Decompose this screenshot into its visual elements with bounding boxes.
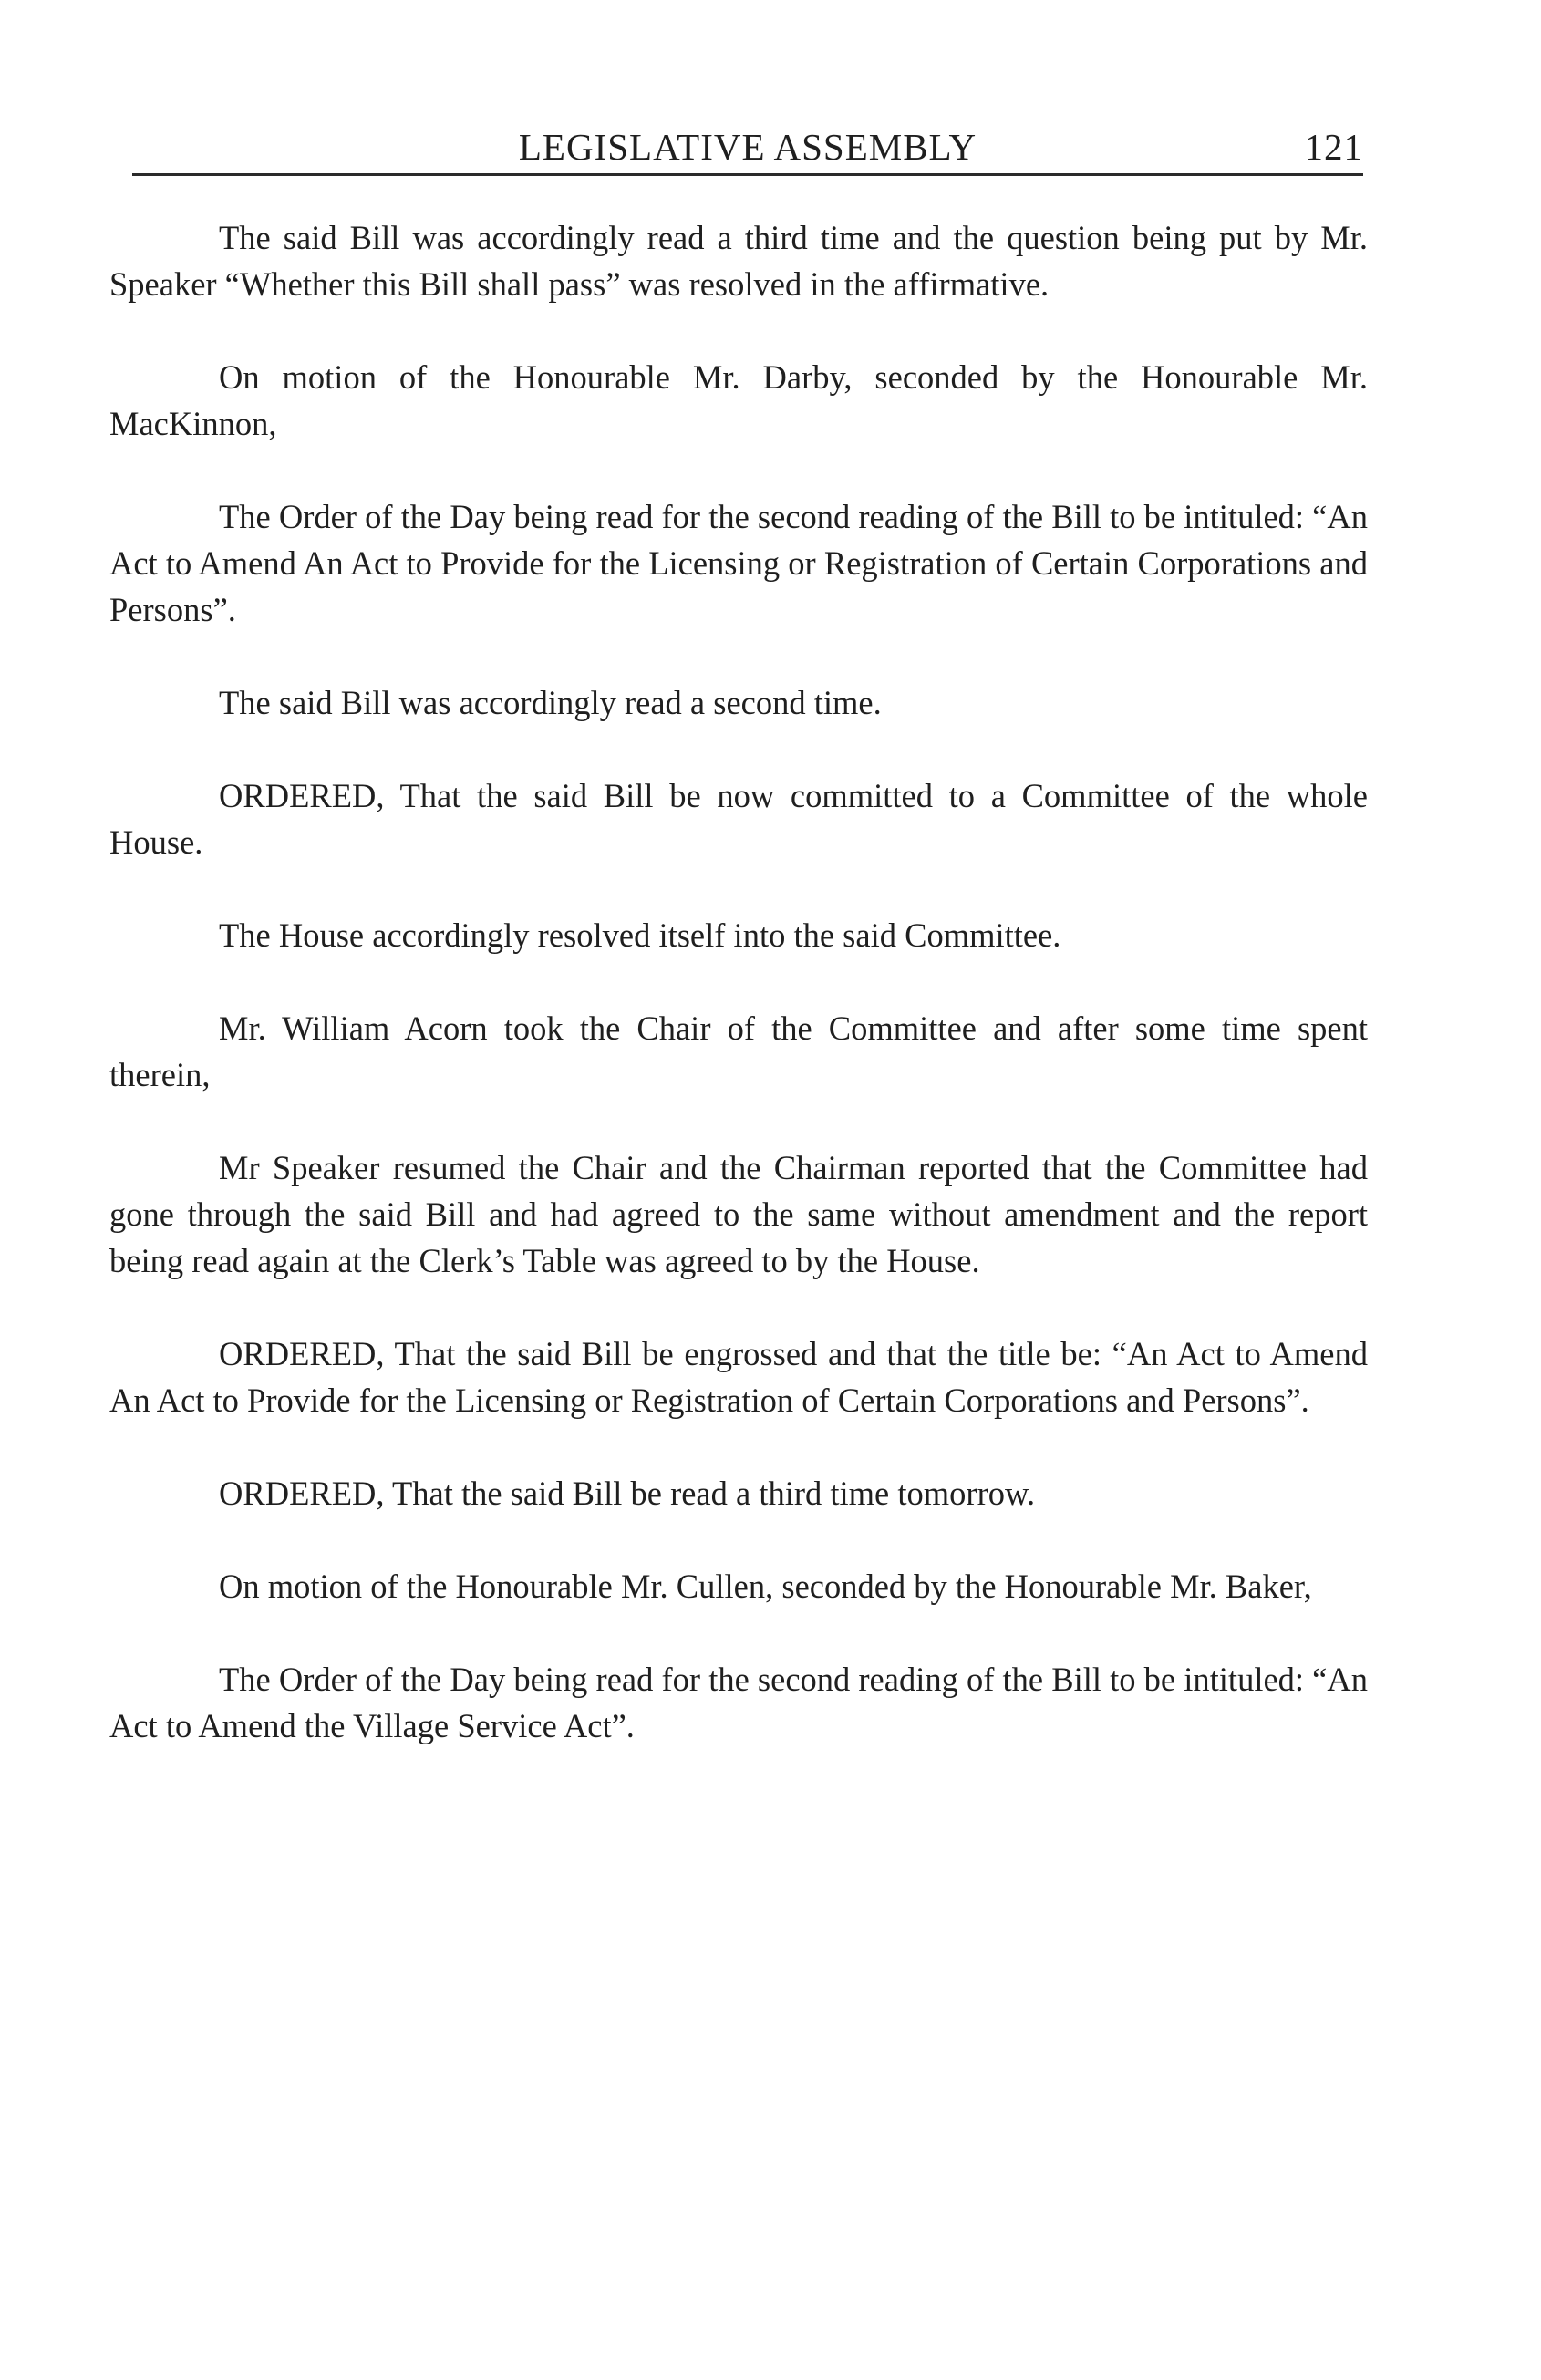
paragraph-third-reading-passed: The said Bill was accordingly read a third time and the question being put by Mr. Speaker “Whether this Bill shall pass” was resolved in the affirmative. [109,219,1368,303]
header-rule [132,173,1363,176]
paragraph-ordered-third-reading: ORDERED, That the said Bill be read a third time tomorrow. [219,1475,1036,1512]
journal-body [109,214,1368,1749]
running-title: LEGISLATIVE ASSEMBLY [518,126,977,168]
paragraph-chairman-report: Mr Speaker resumed the Chair and the Chairman reported that the Committee had gone through the said Bill and had agreed to the same without amendment and the report being read again at the Clerk’s Table was agreed to by the House. [109,1149,1368,1279]
page-number: 121 [1304,126,1363,168]
paragraph-house-resolved: The House accordingly resolved itself into the said Committee. [219,916,1061,954]
paragraph-ordered-engrossed: ORDERED, That the said Bill be engrossed and that the title be: “An Act to Amend An Act to Provide for the Licensing or Registration of Certain Corporations and Persons”. [109,1335,1368,1419]
paragraph-chair-taken: Mr. William Acorn took the Chair of the Committee and after some time spent therein, [109,1009,1368,1093]
paragraph-motion-darby: On motion of the Honourable Mr. Darby, seconded by the Honourable Mr. MacKinnon, [109,358,1368,442]
paragraph-motion-cullen: On motion of the Honourable Mr. Cullen, seconded by the Honourable Mr. Baker, [219,1568,1312,1605]
paragraph-order-village-service-bill: The Order of the Day being read for the second reading of the Bill to be intituled: “An Act to Amend the Village Service Act”. [109,1661,1368,1744]
running-head [132,117,1363,173]
paragraph-ordered-committee: ORDERED, That the said Bill be now committed to a Committee of the whole House. [109,777,1368,861]
paragraph-second-reading: The said Bill was accordingly read a second time. [219,684,882,721]
paragraph-order-licensing-bill: The Order of the Day being read for the second reading of the Bill to be intituled: “An Act to Amend An Act to Provide for the Licensing or Registration of Certain Corporations and Persons”. [109,498,1368,628]
